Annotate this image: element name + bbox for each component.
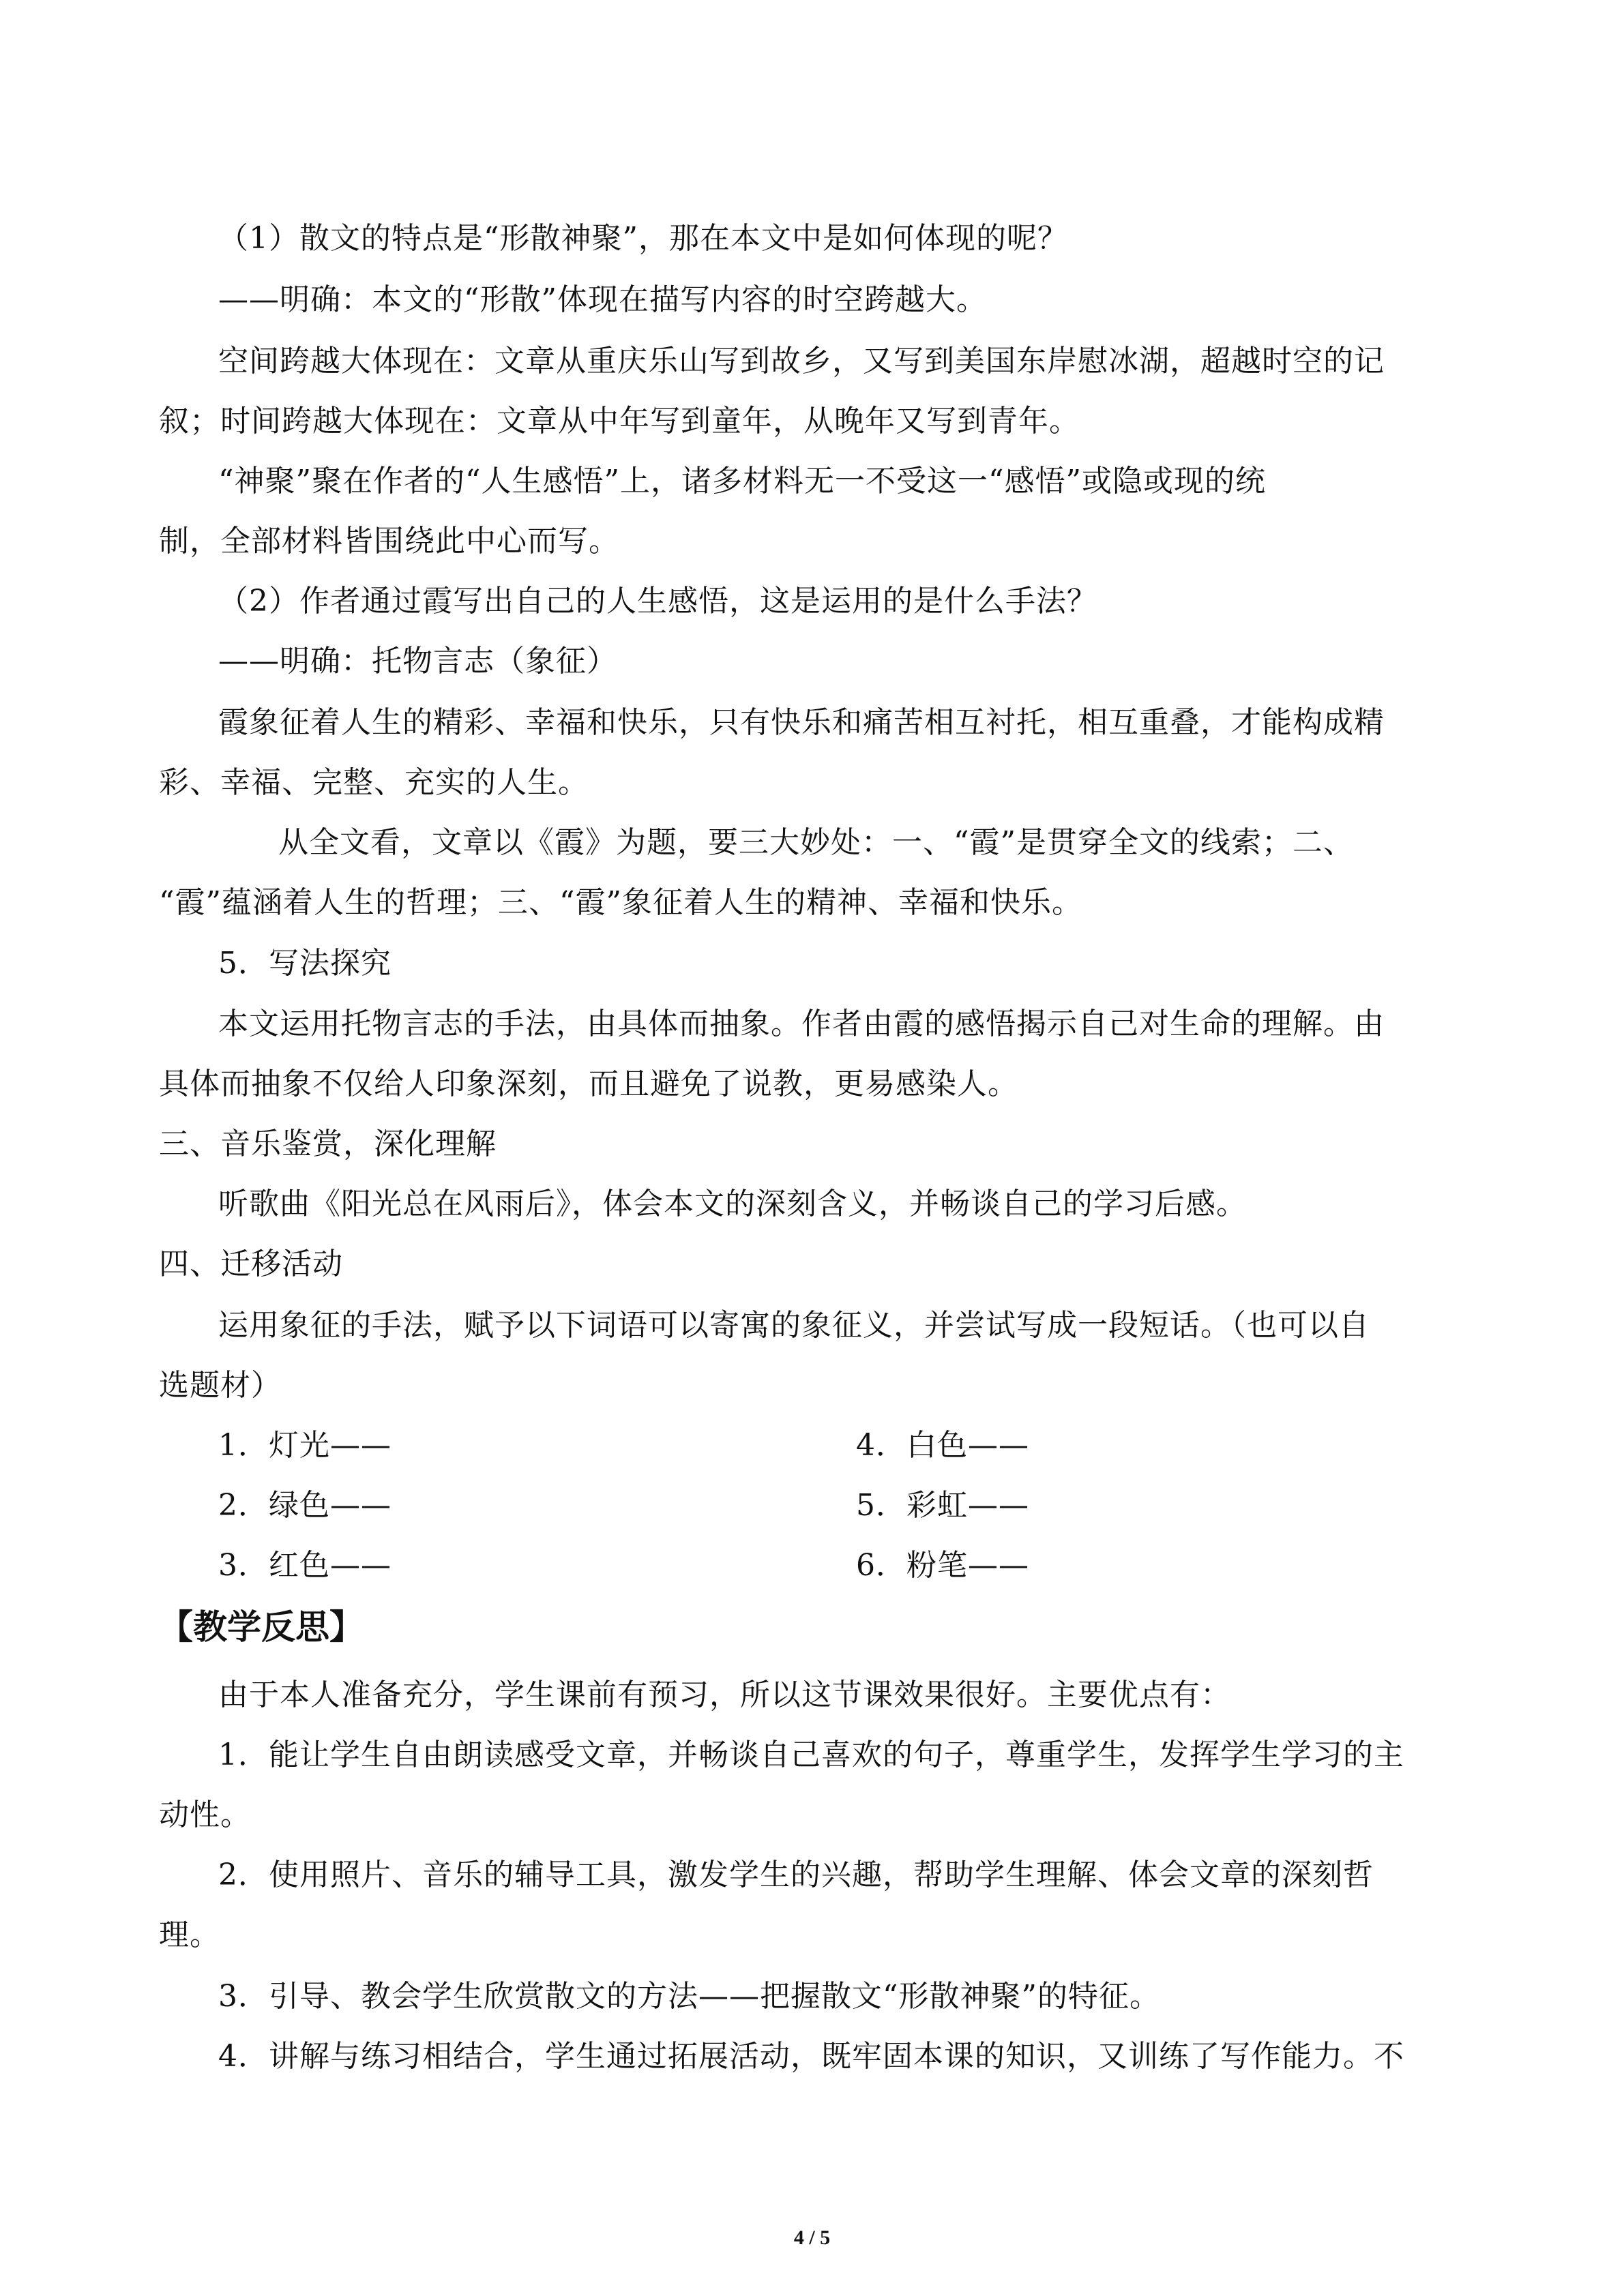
paragraph-activity-line-2: 选题材） xyxy=(159,1368,282,1403)
paragraph-xia-line-1: 霞象征着人生的精彩、幸福和快乐，只有快乐和痛苦相互衬托，相互重叠，才能构成精 xyxy=(218,705,1385,740)
paragraph-question-2: （2）作者通过霞写出自己的人生感悟，这是运用的是什么手法？ xyxy=(218,584,1097,618)
paragraph-space-line-1: 空间跨越大体现在：文章从重庆乐山写到故乡，又写到美国东岸慰冰湖，超越时空的记 xyxy=(218,344,1385,378)
paragraph-shenju-line-1: “神聚”聚在作者的“人生感悟”上，诸多材料无一不受这一“感悟”或隐或现的统 xyxy=(218,464,1266,498)
word-item-4: 4．白色—— xyxy=(856,1428,1029,1463)
section-music-appreciation: 三、音乐鉴赏，深化理解 xyxy=(159,1127,497,1161)
reflection-point-3: 3．引导、教会学生欣赏散文的方法——把握散文“形散神聚”的特征。 xyxy=(218,1979,1160,2014)
paragraph-answer-1: ——明确：本文的“形散”体现在描写内容的时空跨越大。 xyxy=(218,282,987,317)
word-item-1: 1．灯光—— xyxy=(218,1428,392,1463)
paragraph-method-line-2: 具体而抽象不仅给人印象深刻，而且避免了说教，更易感染人。 xyxy=(159,1067,1018,1101)
paragraph-title-line-1: 从全文看，文章以《霞》为题，要三大妙处：一、“霞”是贯穿全文的线索；二、 xyxy=(278,825,1354,860)
paragraph-space-line-2: 叙；时间跨越大体现在：文章从中年写到童年，从晚年又写到青年。 xyxy=(159,404,1080,438)
paragraph-xia-line-2: 彩、幸福、完整、充实的人生。 xyxy=(159,765,589,800)
reflection-point-1-line-1: 1．能让学生自由朗读感受文章，并畅谈自己喜欢的句子，尊重学生，发挥学生学习的主 xyxy=(218,1738,1404,1772)
page-number: 4 / 5 xyxy=(793,2226,831,2249)
section-transfer-activity: 四、迁移活动 xyxy=(159,1247,343,1281)
word-item-5: 5．彩虹—— xyxy=(856,1488,1029,1523)
section-writing-method: 5．写法探究 xyxy=(218,946,392,981)
paragraph-activity-line-1: 运用象征的手法，赋予以下词语可以寄寓的象征义，并尝试写成一段短话。（也可以自 xyxy=(218,1308,1370,1343)
paragraph-title-line-2: “霞”蕴涵着人生的哲理；三、“霞”象征着人生的精神、幸福和快乐。 xyxy=(159,885,1082,920)
paragraph-question-1: （1）散文的特点是“形散神聚”，那在本文中是如何体现的呢？ xyxy=(218,221,1068,256)
word-item-3: 3．红色—— xyxy=(218,1548,392,1583)
paragraph-answer-2: ——明确：托物言志（象征） xyxy=(218,644,617,679)
reflection-point-1-line-2: 动性。 xyxy=(159,1798,251,1832)
paragraph-method-line-1: 本文运用托物言志的手法，由具体而抽象。作者由霞的感悟揭示自己对生命的理解。由 xyxy=(218,1007,1385,1041)
reflection-heading: 【教学反思】 xyxy=(159,1607,364,1647)
word-item-2: 2．绿色—— xyxy=(218,1488,392,1523)
reflection-point-4: 4．讲解与练习相结合，学生通过拓展活动，既牢固本课的知识，又训练了写作能力。不 xyxy=(218,2039,1404,2074)
paragraph-music: 听歌曲《阳光总在风雨后》，体会本文的深刻含义，并畅谈自己的学习后感。 xyxy=(218,1187,1247,1221)
reflection-point-2-line-2: 理。 xyxy=(159,1918,220,1952)
reflection-point-2-line-1: 2．使用照片、音乐的辅导工具，激发学生的兴趣，帮助学生理解、体会文章的深刻哲 xyxy=(218,1858,1374,1892)
paragraph-shenju-line-2: 制，全部材料皆围绕此中心而写。 xyxy=(159,524,619,558)
word-item-6: 6．粉笔—— xyxy=(856,1548,1029,1583)
reflection-intro: 由于本人准备充分，学生课前有预习，所以这节课效果很好。主要优点有： xyxy=(218,1678,1231,1712)
